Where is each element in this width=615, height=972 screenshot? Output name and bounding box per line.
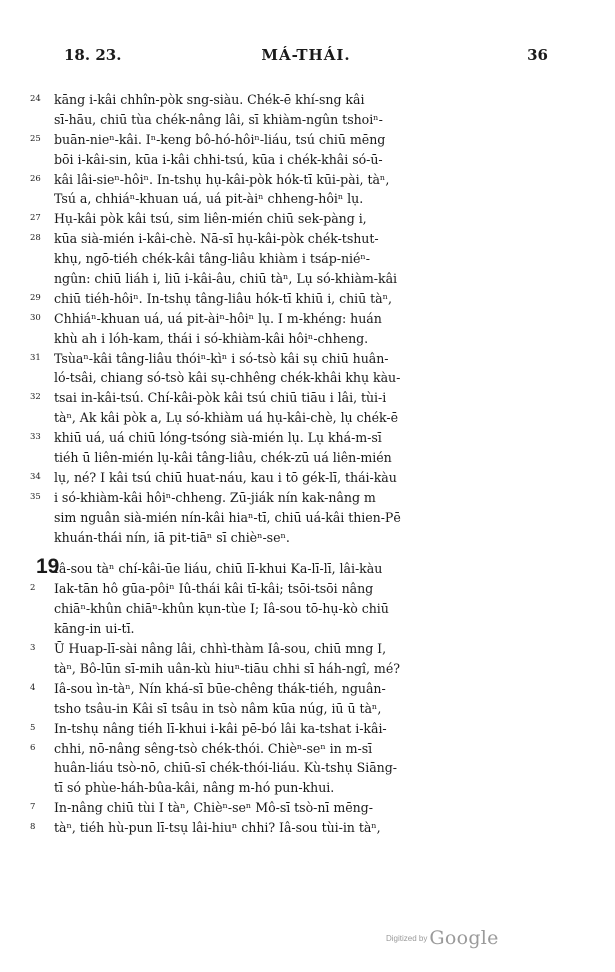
line-text: kâi lâi-sieⁿ-hôiⁿ. In-tshụ hụ-kâi-pòk hók-tī kūi-pài, tàⁿ, — [54, 171, 390, 187]
text-line — [30, 90, 560, 110]
text-line — [30, 559, 560, 579]
text-line — [30, 269, 560, 289]
text-line — [30, 758, 560, 778]
chapter-19-lines — [30, 555, 560, 837]
text-line — [30, 679, 560, 699]
watermark-small-text: Digitized by — [386, 933, 428, 943]
text-line — [30, 229, 560, 249]
text-line — [30, 388, 560, 408]
line-text: tàⁿ, Ak kâi pòk a, Lụ só-khiàm uá hụ-kâi-chè, lụ chék-ē — [54, 410, 398, 426]
digitization-watermark — [386, 927, 499, 951]
line-text: Tsùaⁿ-kâi tâng-liâu thóiⁿ-kìⁿ i só-tsò kâi sụ chiū huân- — [54, 350, 389, 366]
verse-number: 5 — [30, 722, 36, 733]
line-text: Tsú a, chhiáⁿ-khuan uá, uá pit-àiⁿ chheng-hôiⁿ lụ. — [54, 191, 364, 207]
line-text: tī só phùe-háh-bûa-kâi, nâng m-hó pun-khui. — [54, 780, 335, 796]
text-line — [30, 189, 560, 209]
line-text: kāng i-kâi chhîn-pòk sng-siàu. Chék-ē khí-sng kâi — [54, 92, 365, 107]
text-line — [30, 778, 560, 798]
text-line — [30, 488, 560, 508]
text-line — [30, 739, 560, 759]
text-line — [30, 309, 560, 329]
line-text: tiéh ū liên-mién lụ-kâi tâng-liâu, chék-zū uá liên-mién — [54, 450, 392, 466]
line-text: ló-tsâi, chiang só-tsò kâi sụ-chhêng chék-khâi khụ kàu- — [54, 370, 401, 386]
line-text: tàⁿ, Bô-lūn sī-mih uân-kù hiuⁿ-tiāu chhi sī háh-ngî, mé? — [54, 660, 400, 676]
line-text: Iâ-sou ìn-tàⁿ, Nín khá-sī būe-chêng thák-tiéh, nguân- — [54, 680, 386, 696]
line-text: chiū tiéh-hôiⁿ. In-tshụ tâng-liâu hók-tī khiū i, chiū tàⁿ, — [54, 290, 392, 306]
line-text: Hụ-kâi pòk kâi tsú, sim liên-mién chiū sek-pàng i, — [54, 211, 367, 227]
text-line — [30, 368, 560, 388]
line-text: In-nâng chiū tùi I tàⁿ, Chièⁿ-seⁿ Mô-sī tsò-nī mēng- — [54, 800, 373, 816]
verse-number: 7 — [30, 802, 36, 813]
text-line — [30, 639, 560, 659]
text-line — [30, 659, 560, 679]
verse-number: 3 — [30, 643, 36, 654]
verse-number: 31 — [30, 352, 41, 363]
text-line — [30, 249, 560, 269]
chapter-gap — [30, 547, 560, 559]
verse-number: 30 — [30, 312, 41, 323]
verse-number: 25 — [30, 133, 41, 144]
text-line — [30, 619, 560, 639]
header-book-title: MÁ-THÁI. — [261, 46, 351, 64]
line-text: khụ, ngō-tiéh chék-kâi tâng-liâu khiàm i tsáp-niéⁿ- — [54, 251, 371, 267]
chapter-18-lines — [30, 90, 560, 547]
line-text: ngûn: chiū liáh i, liū i-kâi-âu, chiū tàⁿ, Lụ só-khiàm-kâi — [54, 271, 398, 287]
text-line — [30, 170, 560, 190]
verse-number: 27 — [30, 213, 41, 224]
verse-number: 2 — [30, 583, 36, 594]
verse-number: 35 — [30, 491, 41, 502]
line-text: In-tshụ nâng tiéh lī-khui i-kâi pē-bó lâi ka-tshat i-kâi- — [54, 720, 387, 736]
line-text: kāng-in ui-tī. — [54, 621, 135, 637]
text-line — [30, 428, 560, 448]
line-text: tsho tsâu-in Kâi sī tsâu in tsò nâm kūa núg, iū ū tàⁿ, — [54, 700, 382, 716]
verse-number: 26 — [30, 173, 41, 184]
text-line — [30, 579, 560, 599]
text-line — [30, 448, 560, 468]
line-text: chiāⁿ-khûn chiāⁿ-khûn kụn-tùe I; Iâ-sou tō-hụ-kò chiū — [54, 601, 389, 617]
text-line — [30, 150, 560, 170]
line-text: chhi, nō-nâng sêng-tsò chék-thói. Chièⁿ-seⁿ in m-sī — [54, 740, 373, 756]
header-page-number: 36 — [527, 46, 548, 64]
chapter-number: 19 — [36, 555, 60, 579]
text-line — [30, 818, 560, 838]
line-text: khù ah i lóh-kam, thái i só-khiàm-kâi hôiⁿ-chheng. — [54, 330, 369, 346]
header-chapter-verse: 18. 23. — [64, 46, 122, 64]
line-text: Ū Huap-lī-sài nâng lâi, chhì-thàm Iâ-sou, chiū mng I, — [54, 641, 387, 657]
line-text: Iak-tān hô gūa-pôiⁿ Iû-thái kâi tī-kâi; tsōi-tsōi nâng — [54, 581, 374, 597]
line-text: lụ, né? I kâi tsú chiū huat-náu, kau i tō gék-lī, thái-kàu — [54, 469, 397, 485]
line-text: buān-nieⁿ-kâi. Iⁿ-keng bô-hó-hôiⁿ-liáu, tsú chiū mēng — [54, 131, 386, 147]
text-line — [30, 599, 560, 619]
line-text: sim nguân sià-mién nín-kâi hiaⁿ-tī, chiū uá-kâi thien-Pē — [54, 509, 401, 525]
text-line — [30, 289, 560, 309]
text-line — [30, 508, 560, 528]
text-line — [30, 209, 560, 229]
line-text: Chhiáⁿ-khuan uá, uá pit-àiⁿ-hôiⁿ lụ. I m-khéng: huán — [54, 310, 382, 326]
verse-number: 6 — [30, 742, 36, 753]
text-line — [30, 349, 560, 369]
verse-number: 34 — [30, 471, 41, 482]
line-text: huân-liáu tsò-nō, chiū-sī chék-thói-liáu. Kù-tshụ Siāng- — [54, 760, 397, 776]
line-text: tsai in-kâi-tsú. Chí-kâi-pòk kâi tsú chiū tiāu i lâi, tùi-i — [54, 390, 387, 406]
line-text: khuán-thái nín, iā pit-tiāⁿ sī chièⁿ-seⁿ. — [54, 529, 290, 545]
line-text: sī-hāu, chiū tùa chék-nâng lâi, sī khiàm-ngûn tshoiⁿ- — [54, 111, 383, 127]
verse-number: 32 — [30, 392, 41, 403]
verse-number: 33 — [30, 432, 41, 443]
text-line — [30, 699, 560, 719]
line-text: i só-khiàm-kâi hôiⁿ-chheng. Zū-jiák nín kak-nâng m — [54, 489, 376, 505]
verse-number: 8 — [30, 822, 36, 833]
text-line — [30, 408, 560, 428]
text-line — [30, 528, 560, 548]
verse-number: 28 — [30, 233, 41, 244]
scripture-text — [30, 90, 560, 838]
text-line — [30, 110, 560, 130]
text-line — [30, 468, 560, 488]
line-text: tàⁿ, tiéh hù-pun lī-tsụ lâi-hiuⁿ chhi? Iâ-sou tùi-in tàⁿ, — [54, 820, 381, 836]
text-line — [30, 329, 560, 349]
line-text: khiū uá, uá chiū lóng-tsóng sià-mién lụ. Lụ khá-m-sī — [54, 430, 382, 446]
verse-number: 29 — [30, 292, 41, 303]
line-text: kūa sià-mién i-kâi-chè. Nā-sī hụ-kâi-pòk chék-tshut- — [54, 231, 379, 247]
text-line — [30, 130, 560, 150]
verse-number: 24 — [30, 94, 41, 104]
watermark-logo-text: Google — [429, 927, 499, 949]
running-header — [64, 46, 548, 72]
line-text: bōi i-kâi-sin, kūa i-kâi chhi-tsú, kūa i chék-khâi só-ū- — [54, 151, 383, 167]
verse-number: 4 — [30, 682, 36, 693]
line-text: Iâ-sou tàⁿ chí-kâi-ūe liáu, chiū lī-khui Ka-lī-lī, lâi-kàu — [54, 561, 383, 577]
text-line — [30, 719, 560, 739]
text-line — [30, 798, 560, 818]
